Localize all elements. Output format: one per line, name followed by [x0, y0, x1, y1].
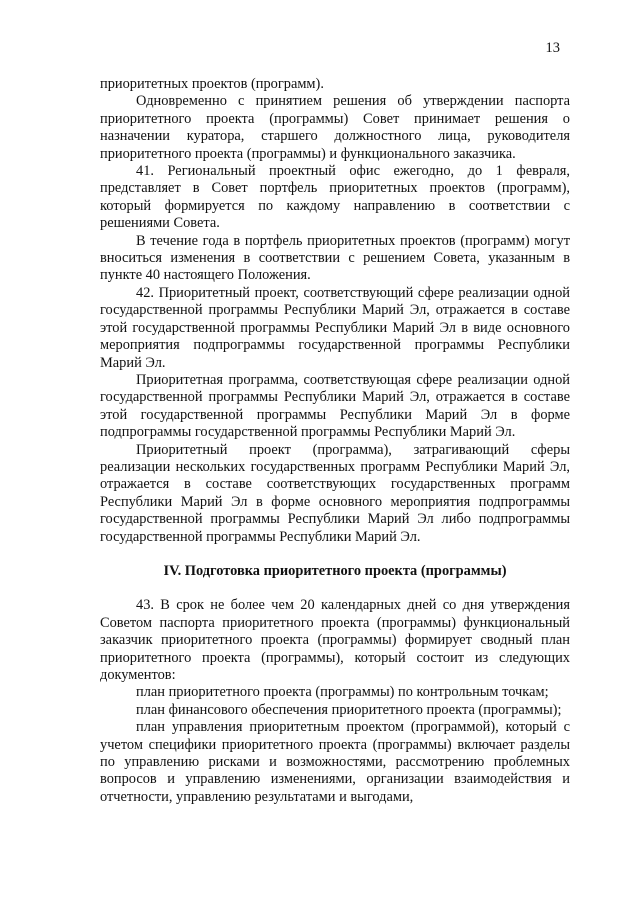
list-item-financing-plan: план финансового обеспечения приоритетного проекта (программы);: [136, 701, 562, 718]
paragraph-42: 42. Приоритетный проект, соответствующий сфере реализации одной государственной программы Республики Марий Эл, отражается в составе этой государственной программы Республики Марий Эл в виде основного мероприятия подпрограммы государственной программы Республики Марий Эл.: [100, 284, 570, 371]
list-item-management-plan: план управления приоритетным проектом (программой), который с учетом специфики приоритетного проекта (программы) включает разделы по управлению рисками и возможностями, рассмотрению проблемных вопросов и управлению изменениями, организации взаимодействия и отчетности, управлению результатами и выгодами,: [100, 719, 570, 805]
section-heading: IV. Подготовка приоритетного проекта (программы): [163, 562, 507, 579]
paragraph-43: 43. В срок не более чем 20 календарных дней со дня утверждения Советом паспорта приоритетного проекта (программы) функциональный заказчик приоритетного проекта (программы) формирует сводный план приоритетного проекта (программы), который состоит из следующих документов:: [100, 597, 570, 683]
paragraph-priority-program: Приоритетная программа, соответствующая сфере реализации одной государственной программы Республики Марий Эл, отражается в составе этой государственной программы Республики Марий Эл в форме подпрограммы государственной программы Республики Марий Эл.: [100, 371, 570, 441]
paragraph-portfolio-changes: В течение года в портфель приоритетных проектов (программ) могут вноситься изменения в соответствии с решением Совета, указанным в пункте 40 настоящего Положения.: [100, 232, 570, 284]
list-item-control-points-plan: план приоритетного проекта (программы) по контрольным точкам;: [136, 684, 549, 701]
paragraph-continuation: приоритетных проектов (программ).: [100, 76, 324, 92]
document-body: [100, 76, 570, 806]
paragraph-41: 41. Региональный проектный офис ежегодно, до 1 февраля, представляет в Совет портфель приоритетных проектов (программ), который формируется по каждому направлению в соответствии с решениями Совета.: [100, 163, 570, 232]
paragraph-multi-program-project: Приоритетный проект (программа), затрагивающий сферы реализации нескольких государственных программ Республики Марий Эл, отражается в составе соответствующих государственных программ Республики Марий Эл в форме основного мероприятия подпрограммы государственной программы Республики Марий Эл либо подпрограммы государственной программы Республики Марий Эл.: [100, 441, 570, 545]
paragraph-passport-approval: Одновременно с принятием решения об утверждении паспорта приоритетного проекта (программы) Совет принимает решения о назначении куратора, старшего должностного лица, руководителя приоритетного проекта (программы) и функционального заказчика.: [100, 93, 570, 162]
page-number: 13: [545, 40, 560, 56]
